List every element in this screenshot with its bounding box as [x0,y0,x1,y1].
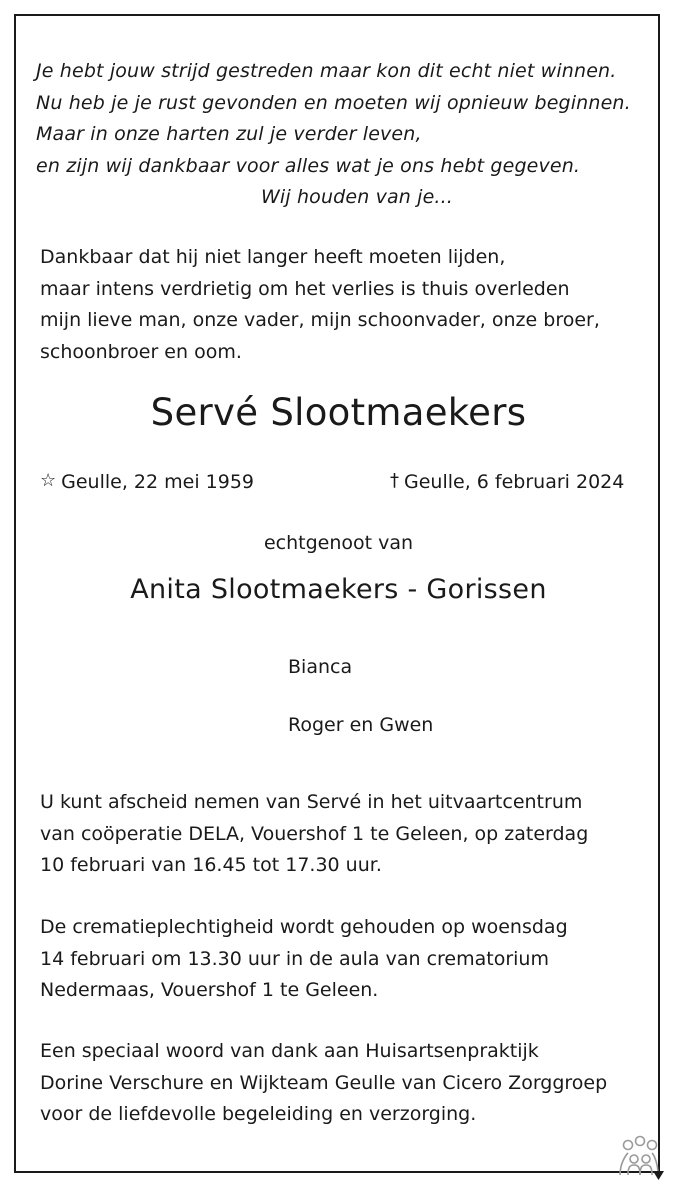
farewell-line: U kunt afscheid nemen van Servé in het uitvaartcentrum [40,791,583,813]
intro-line: mijn lieve man, onze vader, mijn schoonvader, onze broer, [40,309,600,331]
birth-info [40,466,254,497]
death-info [390,466,624,497]
birth-date: Geulle, 22 mei 1959 [61,471,255,493]
deceased-name: Servé Slootmaekers [150,391,527,434]
thanks-line: Dorine Verschure en Wijkteam Geulle van Cicero Zorggroep [40,1071,608,1094]
family-people-icon [614,1133,664,1183]
ceremony-line: De crematieplechtigheid wordt gehouden op woensdag [40,916,568,938]
ceremony-line: 14 februari om 13.30 uur in de aula van crematorium [40,947,549,970]
ceremony-line: Nedermaas, Vouershof 1 te Geleen. [40,979,379,1001]
intro-line: schoonbroer en oom. [40,340,242,363]
intro-line: Dankbaar dat hij niet langer heeft moeten lijden, [40,246,506,268]
ceremony-paragraph [40,912,650,1007]
farewell-paragraph [40,787,650,882]
child-name: Roger en Gwen [288,714,434,736]
poem-line: Je hebt jouw strijd gestreden maar kon dit echt niet winnen. [36,60,617,82]
intro-line: maar intens verdrietig om het verlies is thuis overleden [40,277,570,300]
intro-text [40,242,640,368]
thanks-line: Een speciaal woord van dank aan Huisartsenpraktijk [40,1040,539,1062]
child-name: Bianca [288,656,353,678]
poem-line: Maar in onze harten zul je verder leven, [36,123,422,145]
thanks-paragraph [40,1036,650,1131]
triangle-down-icon [653,1171,664,1180]
spouse-name: Anita Slootmaekers - Gorissen [130,574,547,605]
death-date: Geulle, 6 februari 2024 [404,471,625,493]
star-icon: ☆ [40,470,57,491]
farewell-line: 10 februari van 16.45 tot 17.30 uur. [40,854,382,876]
poem-line: Nu heb je je rust gevonden en moeten wij opnieuw beginnen. [36,91,631,114]
poem-line: en zijn wij dankbaar voor alles wat je ons hebt gegeven. [36,154,581,177]
cross-icon: † [390,470,399,491]
children-list [288,652,433,740]
relation-label: echtgenoot van [263,532,414,554]
poem-closing-line: Wij houden van je... [261,186,453,208]
farewell-line: van coöperatie DELA, Vouershof 1 te Geleen, op zaterdag [40,822,589,845]
poem [36,56,666,214]
thanks-line: voor de liefdevolle begeleiding en verzorging. [40,1103,477,1125]
